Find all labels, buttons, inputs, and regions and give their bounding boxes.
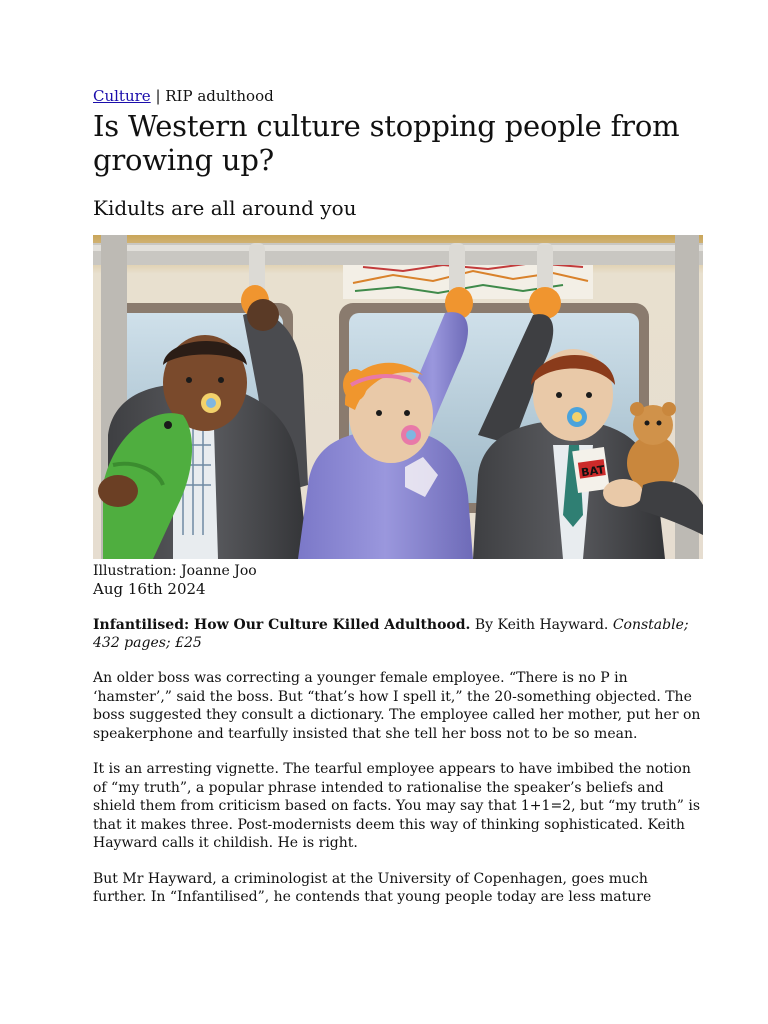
- body-paragraph-1: An older boss was correcting a younger female employee. “There is no P in ‘hamster’,” said the boss. But “that’s how I spell it,” the 20-something objected. The boss suggested they consult a dictionary. The employee called her mother, put her on speakerphone and tearfully insisted that she tell her boss not to be so mean.: [93, 670, 701, 742]
- illustration-svg: [93, 235, 703, 559]
- section-separator: |: [150, 87, 166, 105]
- book-publisher: Constable; 432 pages; £25: [93, 617, 689, 651]
- publication-date: Aug 16th 2024: [93, 580, 206, 598]
- section-topic: RIP adulthood: [165, 87, 274, 105]
- article-illustration: [93, 235, 703, 559]
- body-paragraph-2: It is an arresting vignette. The tearful employee appears to have imbibed the notion of “my truth”, a popular phrase intended to rationalise the speaker’s beliefs and shield them from criticism based on facts. You may say that 1+1=2, but “my truth” is that it makes three. Post-modernists deem this way of thinking sophisticated. Keith Hayward calls it childish. He is right.: [93, 761, 701, 851]
- subheadline: Kidults are all around you: [93, 196, 357, 220]
- headline: Is Western culture stopping people from growing up?: [93, 109, 680, 177]
- handle-3: [529, 287, 561, 319]
- image-caption: Illustration: Joanne Joo: [93, 563, 257, 579]
- book-author: By Keith Hayward.: [470, 617, 613, 633]
- book-details: [93, 616, 703, 652]
- body-paragraph-3: But Mr Hayward, a criminologist at the University of Copenhagen, goes much further. In “Infantilised”, he contends that young people today are less mature: [93, 870, 652, 905]
- article: [93, 86, 703, 907]
- section-kicker: [93, 86, 703, 106]
- section-link[interactable]: Culture: [93, 87, 151, 105]
- illustration-sign-text: BAT: [580, 463, 606, 480]
- book-title: Infantilised: How Our Culture Killed Adulthood.: [93, 617, 471, 633]
